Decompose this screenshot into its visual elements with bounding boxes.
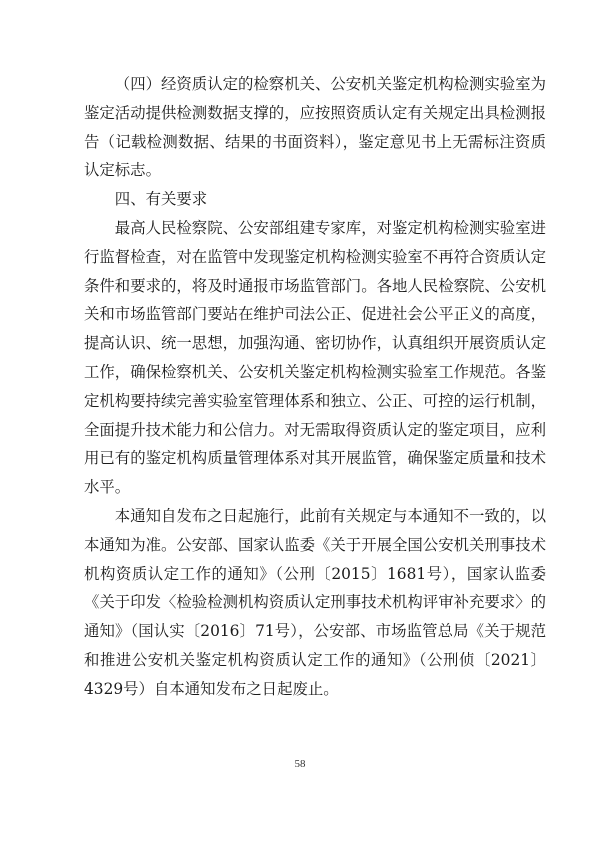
document-body <box>84 70 546 704</box>
paragraph-effective-date: 本通知自发布之日起施行，此前有关规定与本通知不一致的，以本通知为准。公安部、国家认监委《关于开展全国公安机关刑事技术机构资质认定工作的通知》（公刑〔2015〕1681号），国家认监委《关于印发〈检验检测机构资质认定刑事技术机构评审补充要求〉的通知》（国认实〔2016〕71号），公安部、市场监管总局《关于规范和推进公安机关鉴定机构资质认定工作的通知》（公刑侦〔2021〕4329号）自本通知发布之日起废止。 <box>84 506 546 698</box>
paragraph-supervision: 最高人民检察院、公安部组建专家库，对鉴定机构检测实验室进行监督检查，对在监管中发现鉴定机构检测实验室不再符合资质认定条件和要求的，将及时通报市场监管部门。各地人民检察院、公安机关和市场监管部门要站在维护司法公正、促进社会公平正义的高度，提高认识、统一思想，加强沟通、密切协作，认真组织开展资质认定工作，确保检察机关、公安机关鉴定机构检测实验室工作规范。各鉴定机构要持续完善实验室管理体系和独立、公正、可控的运行机制，全面提升技术能力和公信力。对无需取得资质认定的鉴定项目，应利用已有的鉴定机构质量管理体系对其开展监管，确保鉴定质量和技术水平。 <box>84 218 546 497</box>
paragraph-item-four: （四）经资质认定的检察机关、公安机关鉴定机构检测实验室为鉴定活动提供检测数据支撑的，应按照资质认定有关规定出具检测报告（记载检测数据、结果的书面资料），鉴定意见书上无需标注资质认定标志。 <box>84 75 546 180</box>
section-heading-requirements: 四、有关要求 <box>114 190 208 209</box>
page-number: 58 <box>294 758 306 770</box>
